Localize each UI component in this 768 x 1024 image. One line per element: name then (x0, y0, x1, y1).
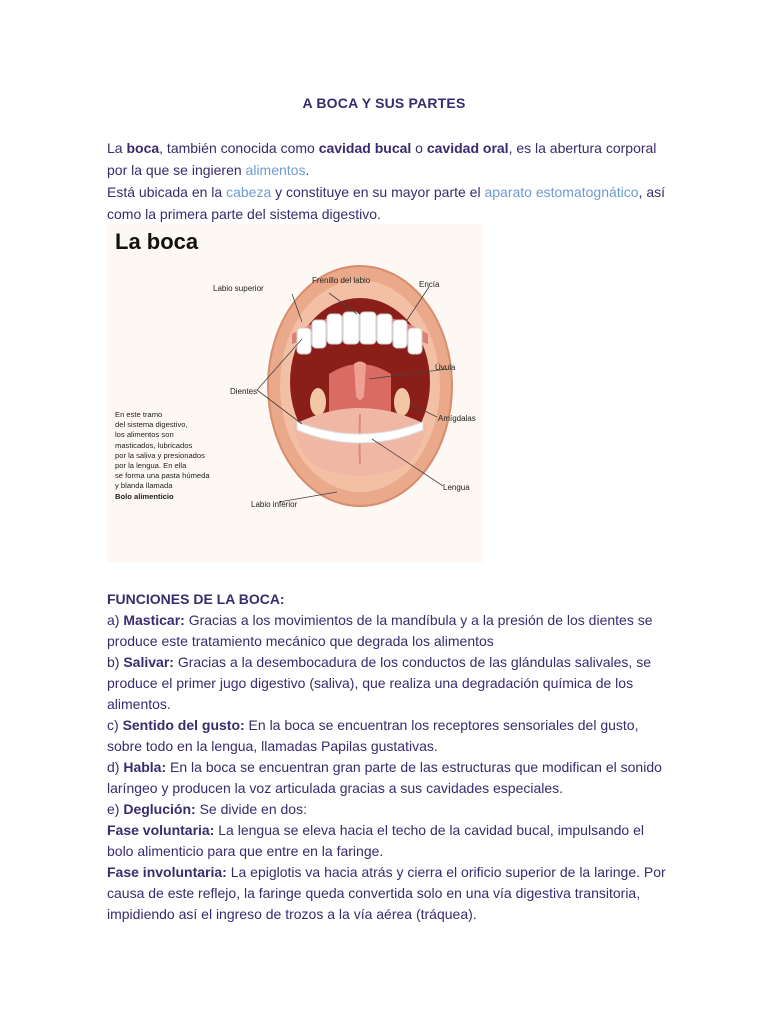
term-cavidad-oral: cavidad oral (426, 140, 509, 156)
phase-involuntaria: Fase involuntaria: La epiglotis va hacia atrás y cierra el orificio superior de la laringe. Por causa de este reflejo, la faringe queda convertida solo en una vía digestiva transitoria, impidiendo así el ingreso de trozos a la vía aérea (tráquea). (107, 864, 666, 922)
label-frenillo: Frenillo del labio (312, 276, 371, 285)
function-salivar: b) Salivar: Gracias a la desembocadura de los conductos de las glándulas salivales, se produce el primer jugo digestivo (saliva), que realiza una degradación química de los alimentos. (107, 654, 651, 712)
functions-section (107, 589, 667, 925)
mouth-diagram (107, 224, 483, 562)
label-labio-inferior: Labio inferior (251, 500, 298, 509)
function-deglucion: e) Deglución: Se divide en dos: (107, 801, 307, 817)
label-uvula: Úvula (435, 363, 456, 372)
figure-side-note: En este tramo del sistema digestivo, los alimentos son masticados, lubricados por la saliva y presionados por la lengua. En ella se forma una pasta húmeda y blanda llamada Bolo alimenticio (115, 410, 210, 501)
link-alimentos[interactable]: alimentos (245, 162, 306, 178)
label-lengua: Lengua (443, 483, 470, 492)
tonsil-right-shape (394, 388, 410, 416)
function-gusto: c) Sentido del gusto: En la boca se encuentran los receptores sensoriales del gusto, sobre todo en la lengua, llamadas Papilas gustativas. (107, 717, 639, 754)
label-amigdalas: Amígdalas (438, 414, 476, 423)
label-encia: Encía (419, 280, 440, 289)
phase-voluntaria: Fase voluntaria: La lengua se eleva hacia el techo de la cavidad bucal, impulsando el bolo alimenticio para que entre en la faringe. (107, 822, 644, 859)
label-dientes: Dientes (230, 387, 258, 396)
function-masticar: a) Masticar: Gracias a los movimientos de la mandíbula y a la presión de los dientes se produce este tratamiento mecánico que degrada los alimentos (107, 612, 653, 649)
tonsil-left-shape (310, 388, 326, 416)
term-boca: boca (126, 140, 160, 156)
figure-title: La boca (115, 229, 199, 254)
function-habla: d) Habla: En la boca se encuentran gran parte de las estructuras que modifican el sonido laríngeo y producen la voz articulada gracias a sus cavidades especiales. (107, 759, 662, 796)
label-labio-superior: Labio superior (213, 284, 264, 293)
page-title: A BOCA Y SUS PARTES (302, 95, 466, 111)
term-cavidad-bucal: cavidad bucal (318, 140, 412, 156)
intro-paragraph-2: Está ubicada en la cabeza y constituye en su mayor parte el aparato estomatognático, así como la primera parte del sistema digestivo. (107, 184, 666, 222)
link-aparato-estomatognatico[interactable]: aparato estomatognático (484, 184, 639, 200)
link-cabeza[interactable]: cabeza (226, 184, 272, 200)
mouth-illustration (107, 224, 483, 562)
intro-paragraph-1: La boca, también conocida como cavidad bucal o cavidad oral, es la abertura corporal por la que se ingieren alimentos. (107, 140, 657, 178)
functions-heading: FUNCIONES DE LA BOCA: (107, 591, 285, 607)
